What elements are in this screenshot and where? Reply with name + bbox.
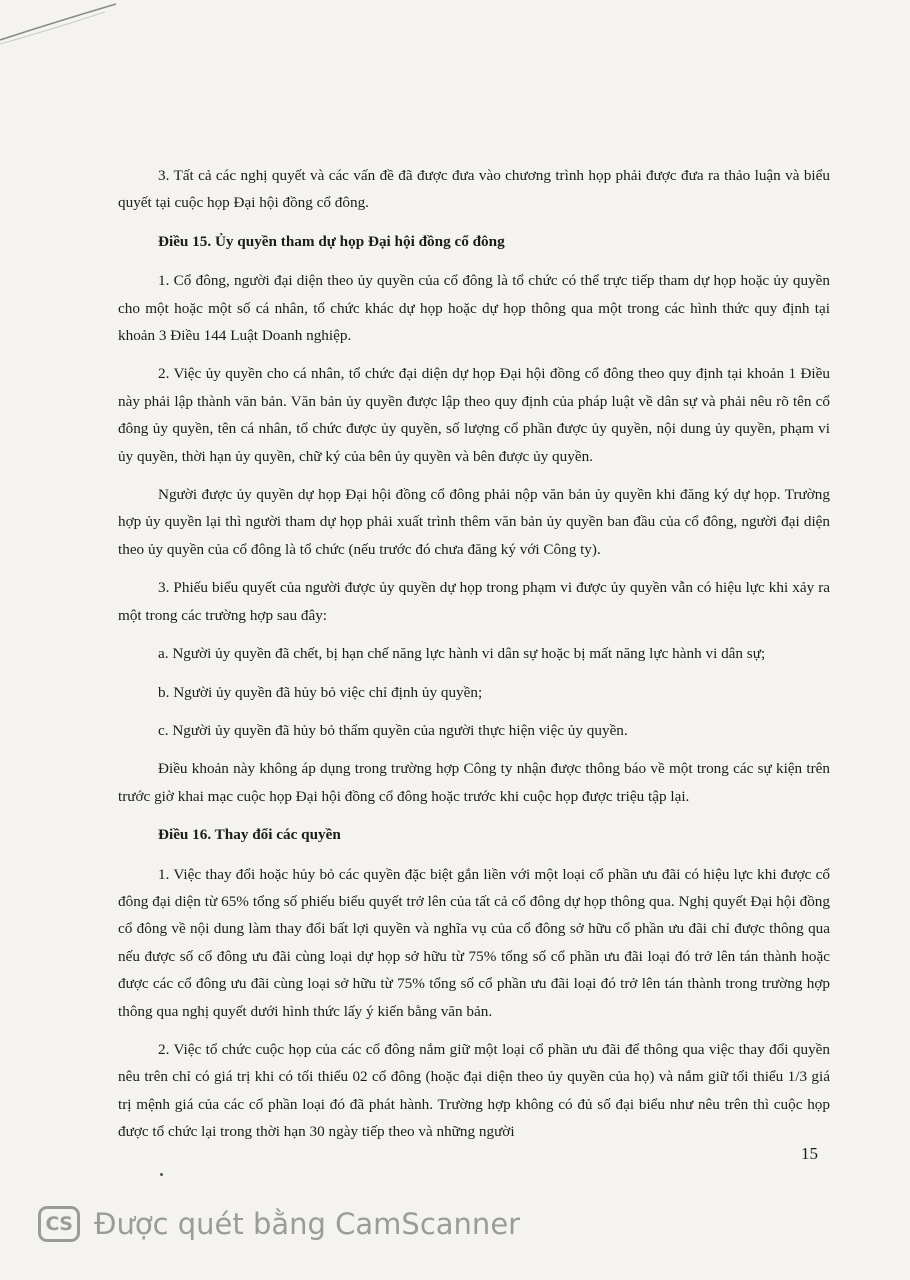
paragraph: 2. Việc ủy quyền cho cá nhân, tổ chức đại diện dự họp Đại hội đồng cổ đông theo quy định tại khoản 1 Điều này phải lập thành văn bản. Văn bản ủy quyền được lập theo quy định của pháp luật về dân sự và phải nêu rõ tên cổ đông ủy quyền, tên cá nhân, tổ chức được ủy quyền, số lượng cổ phần được ủy quyền, nội dung ủy quyền, phạm vi ủy quyền, thời hạn ủy quyền, chữ ký của bên ủy quyền và bên được ủy quyền.: [118, 365, 830, 465]
article-heading: Điều 16. Thay đổi các quyền: [158, 826, 341, 844]
scan-speck: [160, 1173, 163, 1176]
paragraph: a. Người ủy quyền đã chết, bị hạn chế năng lực hành vi dân sự hoặc bị mất năng lực hành vi dân sự;: [158, 645, 766, 663]
article-heading: Điều 15. Ủy quyền tham dự họp Đại hội đồng cổ đông: [158, 232, 505, 250]
paragraph: b. Người ủy quyền đã hủy bỏ việc chỉ định ủy quyền;: [158, 683, 483, 701]
page-number: 15: [801, 1144, 818, 1163]
paragraph: 3. Tất cả các nghị quyết và các vấn đề đã được đưa vào chương trình họp phải được đưa ra thảo luận và biểu quyết tại cuộc họp Đại hội đồng cổ đông.: [118, 167, 830, 212]
paragraph: 1. Việc thay đổi hoặc hủy bỏ các quyền đặc biệt gắn liền với một loại cổ phần ưu đãi có hiệu lực khi được cổ đông đại diện từ 65% tổng số phiếu biểu quyết trở lên của tất cả cổ đông dự họp thông qua. Nghị quyết Đại hội đồng cổ đông về nội dung làm thay đổi bất lợi quyền và nghĩa vụ của cổ đông sở hữu cổ phần ưu đãi chỉ được thông qua nếu được số cổ đông ưu đãi cùng loại dự họp sở hữu từ 75% tổng số cổ phần ưu đãi loại đó trở lên tán thành hoặc được các cổ đông ưu đãi cùng loại sở hữu từ 75% tổng số cổ phần ưu đãi loại đó trở lên tán thành trong trường hợp thông qua nghị quyết dưới hình thức lấy ý kiến bằng văn bản.: [118, 865, 830, 1020]
paragraph: 1. Cổ đông, người đại diện theo ủy quyền của cổ đông là tổ chức có thể trực tiếp tham dự họp hoặc ủy quyền cho một hoặc một số cá nhân, tổ chức khác dự họp hoặc dự họp thông qua một trong các hình thức quy định tại khoản 3 Điều 144 Luật Doanh nghiệp.: [118, 272, 830, 345]
paragraph: Điều khoản này không áp dụng trong trường hợp Công ty nhận được thông báo về một trong các sự kiện trên trước giờ khai mạc cuộc họp Đại hội đồng cổ đông hoặc trước khi cuộc họp được triệu tập lại.: [118, 760, 830, 805]
paragraph: 2. Việc tổ chức cuộc họp của các cổ đông nắm giữ một loại cổ phần ưu đãi để thông qua việc thay đổi quyền nêu trên chỉ có giá trị khi có tối thiểu 02 cổ đông (hoặc đại diện theo ủy quyền của họ) và nắm giữ tối thiểu 1/3 giá trị mệnh giá của các cổ phần loại đó đã phát hành. Trường hợp không có đủ số đại biểu như nêu trên thì cuộc họp được tổ chức lại trong thời hạn 30 ngày tiếp theo và những người: [118, 1040, 830, 1141]
paragraph: c. Người ủy quyền đã hủy bỏ thẩm quyền của người thực hiện việc ủy quyền.: [158, 721, 628, 739]
camscanner-logo-icon: CS: [38, 1206, 80, 1242]
camscanner-watermark: [38, 1206, 520, 1242]
scan-edge-curve: [0, 0, 130, 50]
paragraph: 3. Phiếu biểu quyết của người được ủy quyền dự họp trong phạm vi được ủy quyền vẫn có hiệu lực khi xảy ra một trong các trường hợp sau đây:: [118, 579, 830, 624]
watermark-text: Được quét bằng CamScanner: [94, 1207, 521, 1241]
document-body: [118, 162, 830, 1157]
paragraph: Người được ủy quyền dự họp Đại hội đồng cổ đông phải nộp văn bản ủy quyền khi đăng ký dự họp. Trường hợp ủy quyền lại thì người tham dự họp phải xuất trình thêm văn bản ủy quyền ban đầu của cổ đông, người đại diện theo ủy quyền của cổ đông là tổ chức (nếu trước đó chưa đăng ký với Công ty).: [118, 486, 830, 558]
